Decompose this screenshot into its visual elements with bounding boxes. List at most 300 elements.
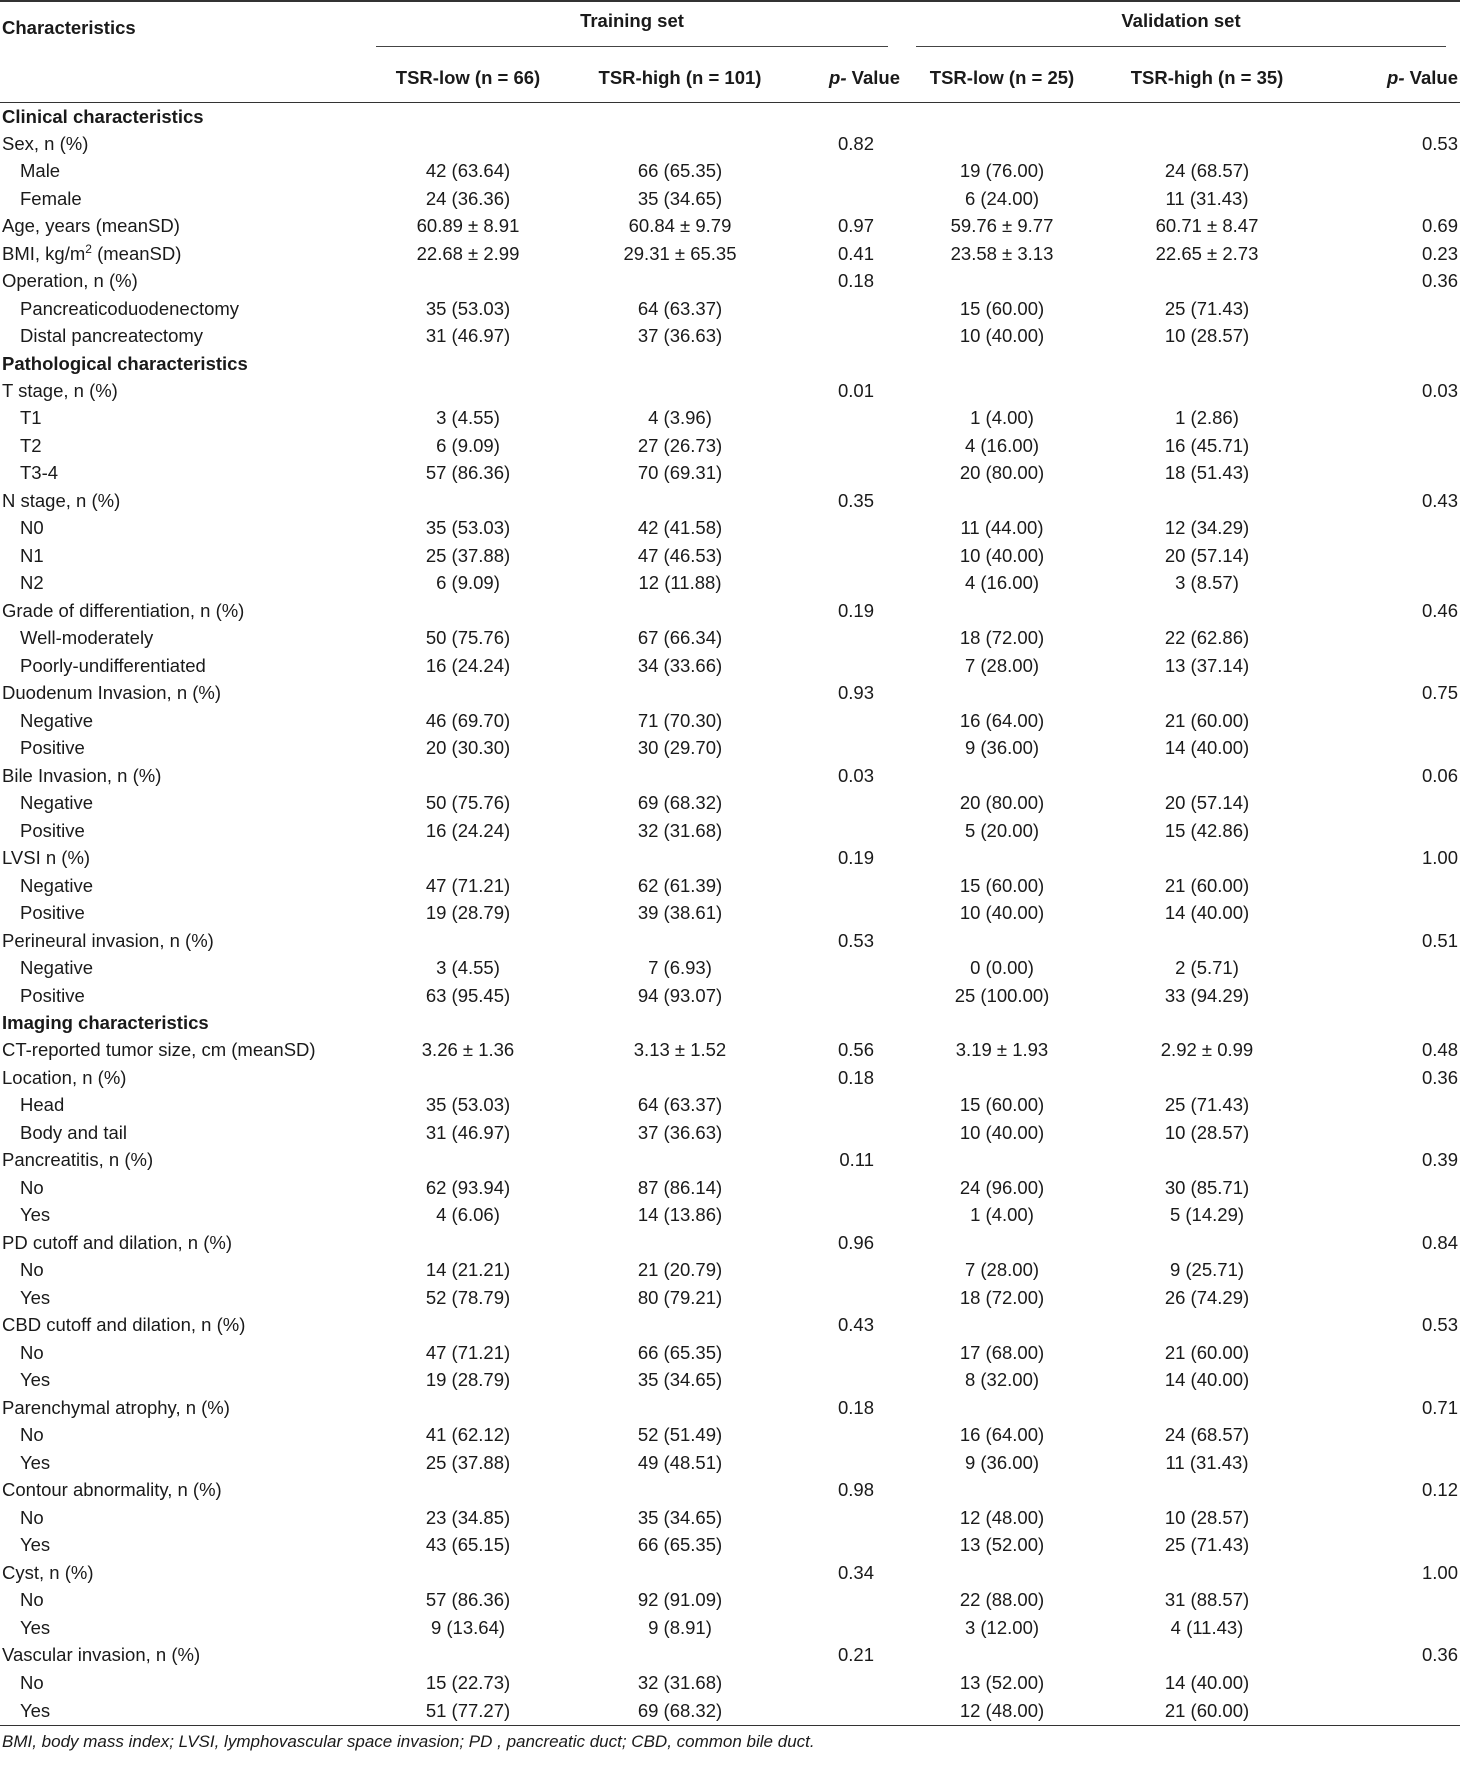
cell-val-tsr-low xyxy=(902,762,1102,790)
cell-train-tsr-high xyxy=(574,1642,786,1670)
cell-val-tsr-high: 14 (40.00) xyxy=(1164,737,1250,759)
cell-val-tsr-low: 3.19 ± 1.93 xyxy=(955,1039,1049,1061)
cell-train-tsr-high xyxy=(574,487,786,515)
cell-val-tsr-high: 14 (40.00) xyxy=(1164,1369,1250,1391)
cell-train-tsr-high: 69 (68.32) xyxy=(574,1697,786,1726)
table-row xyxy=(0,1147,1460,1175)
cell-val-p-value xyxy=(1312,1532,1460,1560)
cell-train-tsr-high xyxy=(574,927,786,955)
cell-val-tsr-high: 14 (40.00) xyxy=(1164,1671,1250,1693)
table-footnote: BMI, body mass index; LVSI, lymphovascular space invasion; PD , pancreatic duct; CBD, common bile duct. xyxy=(2,1731,815,1751)
cell-val-p-value: 0.12 xyxy=(1421,1479,1458,1501)
cell-train-tsr-low xyxy=(362,1477,574,1505)
cell-train-p-value: 0.18 xyxy=(837,1396,874,1418)
table-row xyxy=(0,1257,1460,1285)
row-label: Distal pancreatectomy xyxy=(20,325,204,347)
cell-val-tsr-low: 16 (64.00) xyxy=(959,1424,1045,1446)
cell-val-tsr-high: 14 (40.00) xyxy=(1164,902,1250,924)
table-row xyxy=(0,817,1460,845)
row-label-text: BMI, kg/m xyxy=(2,242,86,264)
cell-val-tsr-high: 30 (85.71) xyxy=(1164,1176,1250,1198)
cell-train-p-value: 0.43 xyxy=(837,1314,874,1336)
table-row xyxy=(0,487,1460,515)
cell-val-tsr-low xyxy=(902,1642,1102,1670)
row-label: T stage, n (%) xyxy=(2,379,118,401)
cell-val-tsr-low xyxy=(902,1559,1102,1587)
cell-val-tsr-low: 18 (72.00) xyxy=(959,1286,1045,1308)
cell-train-tsr-low xyxy=(362,1229,574,1257)
cell-val-tsr-low: 18 (72.00) xyxy=(959,627,1045,649)
cell-train-tsr-low: 62 (93.94) xyxy=(425,1176,511,1198)
header-validation-set: Validation set xyxy=(902,2,1460,54)
row-label: Bile Invasion, n (%) xyxy=(2,764,162,786)
cell-val-tsr-low xyxy=(902,927,1102,955)
cell-val-p-value: 0.48 xyxy=(1421,1039,1458,1061)
row-label: Age, years (meanSD) xyxy=(2,215,180,237)
table-row xyxy=(0,377,1460,405)
cell-train-tsr-low xyxy=(362,268,574,296)
cell-val-tsr-low xyxy=(902,1147,1102,1175)
cell-val-tsr-high: 33 (94.29) xyxy=(1164,984,1250,1006)
cell-val-p-value xyxy=(1312,570,1460,598)
cell-val-tsr-high: 24 (68.57) xyxy=(1164,160,1250,182)
cell-train-tsr-low: 19 (28.79) xyxy=(425,1369,511,1391)
cell-train-tsr-high: 32 (31.68) xyxy=(637,1671,723,1693)
cell-train-tsr-high xyxy=(574,762,786,790)
row-label: Body and tail xyxy=(20,1121,127,1143)
cell-train-p-value: 0.19 xyxy=(837,599,874,621)
cell-val-p-value xyxy=(1312,982,1460,1010)
cell-train-p-value xyxy=(786,1422,902,1450)
cell-train-tsr-high: 30 (29.70) xyxy=(637,737,723,759)
table-row xyxy=(0,185,1460,213)
cell-train-tsr-low: 41 (62.12) xyxy=(425,1424,511,1446)
cell-val-tsr-high xyxy=(1102,377,1312,405)
cell-val-tsr-high: 21 (60.00) xyxy=(1164,1341,1250,1363)
cell-val-p-value xyxy=(1312,707,1460,735)
row-label: No xyxy=(20,1671,44,1693)
cell-train-tsr-high: 67 (66.34) xyxy=(637,627,723,649)
cell-val-p-value xyxy=(1312,625,1460,653)
cell-train-tsr-high xyxy=(574,130,786,158)
cell-val-tsr-low: 15 (60.00) xyxy=(959,1094,1045,1116)
cell-val-tsr-high xyxy=(1102,1394,1312,1422)
table-row xyxy=(0,240,1460,268)
header-tsr-low-val: TSR-low (n = 25) xyxy=(902,54,1102,103)
cell-train-tsr-high xyxy=(574,1477,786,1505)
header-tsr-high-train: TSR-high (n = 101) xyxy=(574,54,786,103)
cell-val-p-value: 0.46 xyxy=(1421,599,1458,621)
cell-val-tsr-low: 6 (24.00) xyxy=(964,187,1040,209)
table-row xyxy=(0,707,1460,735)
cell-val-tsr-low: 9 (36.00) xyxy=(964,737,1040,759)
table-row xyxy=(0,1312,1460,1340)
cell-val-tsr-high: 25 (71.43) xyxy=(1164,1094,1250,1116)
cell-train-tsr-high xyxy=(574,845,786,873)
row-label: Negative xyxy=(20,709,94,731)
cell-train-tsr-low: 51 (77.27) xyxy=(362,1697,574,1726)
table-row xyxy=(0,295,1460,323)
table-row xyxy=(0,570,1460,598)
cell-val-tsr-low: 22 (88.00) xyxy=(959,1589,1045,1611)
cell-train-tsr-high: 47 (46.53) xyxy=(637,544,723,566)
cell-train-tsr-low: 57 (86.36) xyxy=(425,462,511,484)
cell-train-tsr-high: 94 (93.07) xyxy=(637,984,723,1006)
cell-train-p-value xyxy=(786,652,902,680)
cell-train-tsr-low: 6 (9.09) xyxy=(436,434,500,456)
cell-val-p-value: 0.36 xyxy=(1421,1644,1458,1666)
cell-val-tsr-low: 3 (12.00) xyxy=(964,1616,1040,1638)
cell-train-p-value xyxy=(786,405,902,433)
cell-val-tsr-low xyxy=(902,597,1102,625)
cell-train-p-value xyxy=(786,790,902,818)
table-row xyxy=(0,1532,1460,1560)
row-label: N0 xyxy=(20,517,44,539)
table-row xyxy=(0,652,1460,680)
table-row xyxy=(0,1174,1460,1202)
cell-val-p-value xyxy=(1312,1587,1460,1615)
cell-train-p-value: 0.11 xyxy=(839,1149,874,1171)
table-row xyxy=(0,158,1460,186)
table-body xyxy=(0,103,1460,1726)
cell-val-p-value xyxy=(1312,1092,1460,1120)
cell-train-tsr-high: 7 (6.93) xyxy=(648,957,712,979)
cell-val-p-value xyxy=(1312,405,1460,433)
table-row xyxy=(0,845,1460,873)
row-label: PD cutoff and dilation, n (%) xyxy=(2,1231,233,1253)
cell-train-tsr-high xyxy=(574,597,786,625)
cell-train-tsr-low: 3.26 ± 1.36 xyxy=(421,1039,515,1061)
table-row xyxy=(0,927,1460,955)
cell-val-tsr-high xyxy=(1102,845,1312,873)
cell-val-p-value xyxy=(1312,1202,1460,1230)
cell-train-tsr-low: 63 (95.45) xyxy=(425,984,511,1006)
row-label xyxy=(0,240,362,268)
cell-train-p-value: 0.03 xyxy=(837,764,874,786)
cell-train-tsr-low: 31 (46.97) xyxy=(425,325,511,347)
table-row xyxy=(0,1669,1460,1697)
cell-val-tsr-low xyxy=(902,1394,1102,1422)
cell-val-tsr-high: 21 (60.00) xyxy=(1102,1697,1312,1726)
row-label: No xyxy=(20,1506,44,1528)
table-row xyxy=(0,1229,1460,1257)
row-label: No xyxy=(20,1589,44,1611)
cell-val-tsr-low: 7 (28.00) xyxy=(964,1259,1040,1281)
cell-val-p-value xyxy=(1312,515,1460,543)
cell-train-tsr-low: 31 (46.97) xyxy=(425,1121,511,1143)
cell-train-tsr-high xyxy=(574,1147,786,1175)
cell-train-p-value xyxy=(786,955,902,983)
cell-val-tsr-high: 15 (42.86) xyxy=(1164,819,1250,841)
cell-train-p-value xyxy=(786,185,902,213)
cell-train-tsr-low: 50 (75.76) xyxy=(425,627,511,649)
row-label: Yes xyxy=(20,1204,51,1226)
cell-train-p-value xyxy=(786,707,902,735)
cell-val-tsr-low: 59.76 ± 9.77 xyxy=(950,215,1054,237)
header-p-value-train: p- Value xyxy=(786,54,902,103)
cell-train-tsr-low: 52 (78.79) xyxy=(425,1286,511,1308)
cell-train-tsr-low xyxy=(362,1394,574,1422)
cell-val-tsr-low xyxy=(902,1064,1102,1092)
cell-val-tsr-high: 2.92 ± 0.99 xyxy=(1160,1039,1254,1061)
cell-train-tsr-high xyxy=(574,1229,786,1257)
cell-train-tsr-low: 47 (71.21) xyxy=(425,874,511,896)
table-row xyxy=(0,1284,1460,1312)
cell-train-tsr-high: 35 (34.65) xyxy=(637,1369,723,1391)
cell-val-tsr-low: 12 (48.00) xyxy=(902,1697,1102,1726)
cell-val-tsr-low xyxy=(902,377,1102,405)
row-label: Yes xyxy=(20,1286,51,1308)
cell-val-tsr-high xyxy=(1102,1064,1312,1092)
cell-train-tsr-low: 46 (69.70) xyxy=(425,709,511,731)
cell-val-tsr-high: 20 (57.14) xyxy=(1164,544,1250,566)
row-label: Grade of differentiation, n (%) xyxy=(2,599,245,621)
cell-val-p-value: 0.53 xyxy=(1421,1314,1458,1336)
cell-val-p-value xyxy=(1312,652,1460,680)
cell-train-p-value xyxy=(786,1284,902,1312)
cell-val-p-value xyxy=(1312,1284,1460,1312)
cell-train-p-value xyxy=(786,1532,902,1560)
cell-val-tsr-high: 18 (51.43) xyxy=(1164,462,1250,484)
cell-train-tsr-high: 52 (51.49) xyxy=(637,1424,723,1446)
cell-val-p-value: 0.53 xyxy=(1421,132,1458,154)
cell-val-p-value xyxy=(1312,542,1460,570)
cell-val-tsr-high xyxy=(1102,1477,1312,1505)
cell-train-tsr-high: 60.84 ± 9.79 xyxy=(628,215,732,237)
table-row xyxy=(0,1367,1460,1395)
cell-val-tsr-high xyxy=(1102,1559,1312,1587)
cell-val-p-value xyxy=(1312,1669,1460,1697)
row-label: Negative xyxy=(20,957,94,979)
cell-val-tsr-high xyxy=(1102,1229,1312,1257)
header-blank xyxy=(0,54,362,103)
cell-val-tsr-high: 9 (25.71) xyxy=(1169,1259,1245,1281)
cell-train-tsr-high: 92 (91.09) xyxy=(637,1589,723,1611)
table-row xyxy=(0,213,1460,241)
cell-train-p-value xyxy=(786,982,902,1010)
row-label: Male xyxy=(20,160,61,182)
cell-train-p-value xyxy=(786,460,902,488)
cell-train-tsr-high: 39 (38.61) xyxy=(637,902,723,924)
row-label: Poorly-undifferentiated xyxy=(20,654,206,676)
cell-val-tsr-high xyxy=(1102,597,1312,625)
row-label: Negative xyxy=(20,792,94,814)
cell-train-p-value xyxy=(786,295,902,323)
cell-val-tsr-high: 5 (14.29) xyxy=(1169,1204,1245,1226)
cell-train-tsr-high: 12 (11.88) xyxy=(638,572,722,594)
cell-train-tsr-high: 21 (20.79) xyxy=(637,1259,723,1281)
cell-val-p-value xyxy=(1312,1422,1460,1450)
cell-train-tsr-low: 22.68 ± 2.99 xyxy=(416,242,520,264)
cell-train-p-value xyxy=(786,1092,902,1120)
table-row xyxy=(0,762,1460,790)
table-row xyxy=(0,432,1460,460)
cell-train-tsr-low: 35 (53.03) xyxy=(425,1094,511,1116)
cell-val-tsr-low: 20 (80.00) xyxy=(959,462,1045,484)
cell-train-tsr-low: 3 (4.55) xyxy=(436,407,500,429)
cell-train-tsr-high: 3.13 ± 1.52 xyxy=(633,1039,727,1061)
cell-train-p-value: 0.21 xyxy=(837,1644,874,1666)
cell-val-tsr-high xyxy=(1102,487,1312,515)
cell-val-tsr-low: 24 (96.00) xyxy=(959,1176,1045,1198)
cell-val-tsr-low xyxy=(902,1229,1102,1257)
cell-train-tsr-low: 23 (34.85) xyxy=(425,1506,511,1528)
cell-val-p-value xyxy=(1312,295,1460,323)
table-row xyxy=(0,1037,1460,1065)
row-label: CT-reported tumor size, cm (meanSD) xyxy=(2,1039,316,1061)
cell-train-tsr-low xyxy=(362,762,574,790)
cell-val-tsr-low xyxy=(902,268,1102,296)
cell-val-tsr-high: 24 (68.57) xyxy=(1164,1424,1250,1446)
cell-train-tsr-high: 70 (69.31) xyxy=(637,462,723,484)
cell-train-tsr-high xyxy=(574,268,786,296)
cell-train-p-value: 0.35 xyxy=(837,489,874,511)
cell-val-tsr-high: 11 (31.43) xyxy=(1165,187,1249,209)
cell-train-p-value xyxy=(786,1257,902,1285)
cell-train-tsr-high: 66 (65.35) xyxy=(637,1534,723,1556)
cell-val-p-value xyxy=(1312,1339,1460,1367)
cell-train-p-value xyxy=(786,1119,902,1147)
cell-train-p-value: 0.19 xyxy=(837,847,874,869)
cell-train-tsr-low: 60.89 ± 8.91 xyxy=(416,215,520,237)
cell-val-tsr-low: 13 (52.00) xyxy=(959,1534,1045,1556)
cell-train-p-value xyxy=(786,542,902,570)
cell-val-tsr-low: 7 (28.00) xyxy=(964,654,1040,676)
cell-train-tsr-high xyxy=(574,1064,786,1092)
cell-val-tsr-high xyxy=(1102,1642,1312,1670)
cell-train-tsr-low: 4 (6.06) xyxy=(436,1204,500,1226)
header-tsr-low-train: TSR-low (n = 66) xyxy=(362,54,574,103)
cell-train-tsr-low xyxy=(362,1559,574,1587)
table-row xyxy=(0,1064,1460,1092)
cell-train-tsr-low xyxy=(362,1642,574,1670)
cell-train-p-value xyxy=(786,432,902,460)
cell-val-tsr-high: 1 (2.86) xyxy=(1175,407,1239,429)
row-label: Vascular invasion, n (%) xyxy=(2,1644,201,1666)
cell-val-tsr-high: 11 (31.43) xyxy=(1165,1451,1249,1473)
table-row xyxy=(0,1614,1460,1642)
table-row xyxy=(0,1422,1460,1450)
section-row xyxy=(0,103,1460,131)
cell-train-tsr-low: 16 (24.24) xyxy=(425,819,511,841)
row-label: N1 xyxy=(20,544,44,566)
cell-val-p-value xyxy=(1312,1697,1460,1726)
cell-val-tsr-low: 20 (80.00) xyxy=(959,792,1045,814)
row-label: Operation, n (%) xyxy=(2,270,138,292)
cell-train-p-value: 0.18 xyxy=(837,270,874,292)
row-label: Head xyxy=(20,1094,65,1116)
cell-val-tsr-low: 1 (4.00) xyxy=(970,407,1034,429)
table-row xyxy=(0,790,1460,818)
cell-val-tsr-high: 22.65 ± 2.73 xyxy=(1155,242,1259,264)
row-label: CBD cutoff and dilation, n (%) xyxy=(2,1314,246,1336)
cell-train-tsr-high: 66 (65.35) xyxy=(637,1341,723,1363)
cell-val-tsr-high xyxy=(1102,762,1312,790)
cell-train-tsr-low: 50 (75.76) xyxy=(425,792,511,814)
cell-train-tsr-low: 16 (24.24) xyxy=(425,654,511,676)
cell-val-p-value xyxy=(1312,1257,1460,1285)
cell-train-tsr-low: 42 (63.64) xyxy=(425,160,511,182)
cell-train-tsr-low: 15 (22.73) xyxy=(425,1671,511,1693)
row-label: No xyxy=(20,1341,44,1363)
cell-train-tsr-low xyxy=(362,927,574,955)
cell-train-tsr-low xyxy=(362,1312,574,1340)
cell-train-tsr-low: 9 (13.64) xyxy=(430,1616,506,1638)
row-label: Location, n (%) xyxy=(2,1066,127,1088)
cell-val-tsr-high xyxy=(1102,268,1312,296)
cell-val-tsr-low: 4 (16.00) xyxy=(964,572,1040,594)
cell-train-tsr-high: 34 (33.66) xyxy=(637,654,723,676)
cell-train-tsr-low: 14 (21.21) xyxy=(425,1259,511,1281)
cell-train-p-value: 0.97 xyxy=(837,215,874,237)
cell-val-p-value: 0.43 xyxy=(1421,489,1458,511)
cell-val-tsr-high: 10 (28.57) xyxy=(1164,1506,1250,1528)
cell-train-p-value xyxy=(786,625,902,653)
row-label: Positive xyxy=(20,984,85,1006)
cell-val-tsr-low xyxy=(902,680,1102,708)
table-row xyxy=(0,872,1460,900)
cell-train-tsr-high: 9 (8.91) xyxy=(648,1616,712,1638)
cell-val-tsr-high: 21 (60.00) xyxy=(1164,709,1250,731)
cell-train-tsr-high: 62 (61.39) xyxy=(637,874,723,896)
table-row xyxy=(0,1394,1460,1422)
cell-val-tsr-high: 26 (74.29) xyxy=(1164,1286,1250,1308)
cell-train-tsr-low: 35 (53.03) xyxy=(425,297,511,319)
cell-val-p-value xyxy=(1312,872,1460,900)
cell-train-tsr-high xyxy=(574,1394,786,1422)
table-row xyxy=(0,1477,1460,1505)
table-row xyxy=(0,405,1460,433)
cell-val-tsr-low: 23.58 ± 3.13 xyxy=(950,242,1054,264)
cell-val-p-value xyxy=(1312,790,1460,818)
cell-val-tsr-low: 13 (52.00) xyxy=(959,1671,1045,1693)
row-label: Pancreaticoduodenectomy xyxy=(20,297,240,319)
cell-train-p-value: 0.82 xyxy=(837,132,874,154)
row-label: Parenchymal atrophy, n (%) xyxy=(2,1396,230,1418)
cell-val-p-value: 0.75 xyxy=(1421,682,1458,704)
row-label: Duodenum Invasion, n (%) xyxy=(2,682,222,704)
cell-val-tsr-high: 10 (28.57) xyxy=(1164,1121,1250,1143)
cell-val-p-value xyxy=(1312,185,1460,213)
cell-train-tsr-low: 25 (37.88) xyxy=(425,544,511,566)
cell-val-tsr-low: 5 (20.00) xyxy=(964,819,1040,841)
cell-val-tsr-low xyxy=(902,130,1102,158)
table-row xyxy=(0,955,1460,983)
cell-train-tsr-high: 27 (26.73) xyxy=(637,434,723,456)
cell-val-tsr-low xyxy=(902,1312,1102,1340)
cell-train-tsr-high: 49 (48.51) xyxy=(637,1451,723,1473)
cell-val-p-value: 0.36 xyxy=(1421,270,1458,292)
section-heading: Imaging characteristics xyxy=(2,1012,209,1033)
cell-train-p-value: 0.34 xyxy=(837,1561,874,1583)
cell-train-tsr-high: 35 (34.65) xyxy=(637,187,723,209)
cell-train-p-value xyxy=(786,323,902,351)
header-p-value-val: p- Value xyxy=(1312,54,1460,103)
cell-train-tsr-low xyxy=(362,1147,574,1175)
cell-train-tsr-low: 3 (4.55) xyxy=(436,957,500,979)
cell-train-p-value xyxy=(786,1697,902,1726)
cell-train-tsr-high: 37 (36.63) xyxy=(637,1121,723,1143)
row-label: Well-moderately xyxy=(20,627,154,649)
cell-val-tsr-low: 15 (60.00) xyxy=(959,874,1045,896)
table-row xyxy=(0,1119,1460,1147)
cell-train-tsr-low xyxy=(362,1064,574,1092)
cell-train-tsr-low: 20 (30.30) xyxy=(425,737,511,759)
cell-train-p-value xyxy=(786,735,902,763)
cell-train-tsr-low xyxy=(362,845,574,873)
cell-val-p-value: 0.06 xyxy=(1421,764,1458,786)
cell-train-p-value xyxy=(786,515,902,543)
